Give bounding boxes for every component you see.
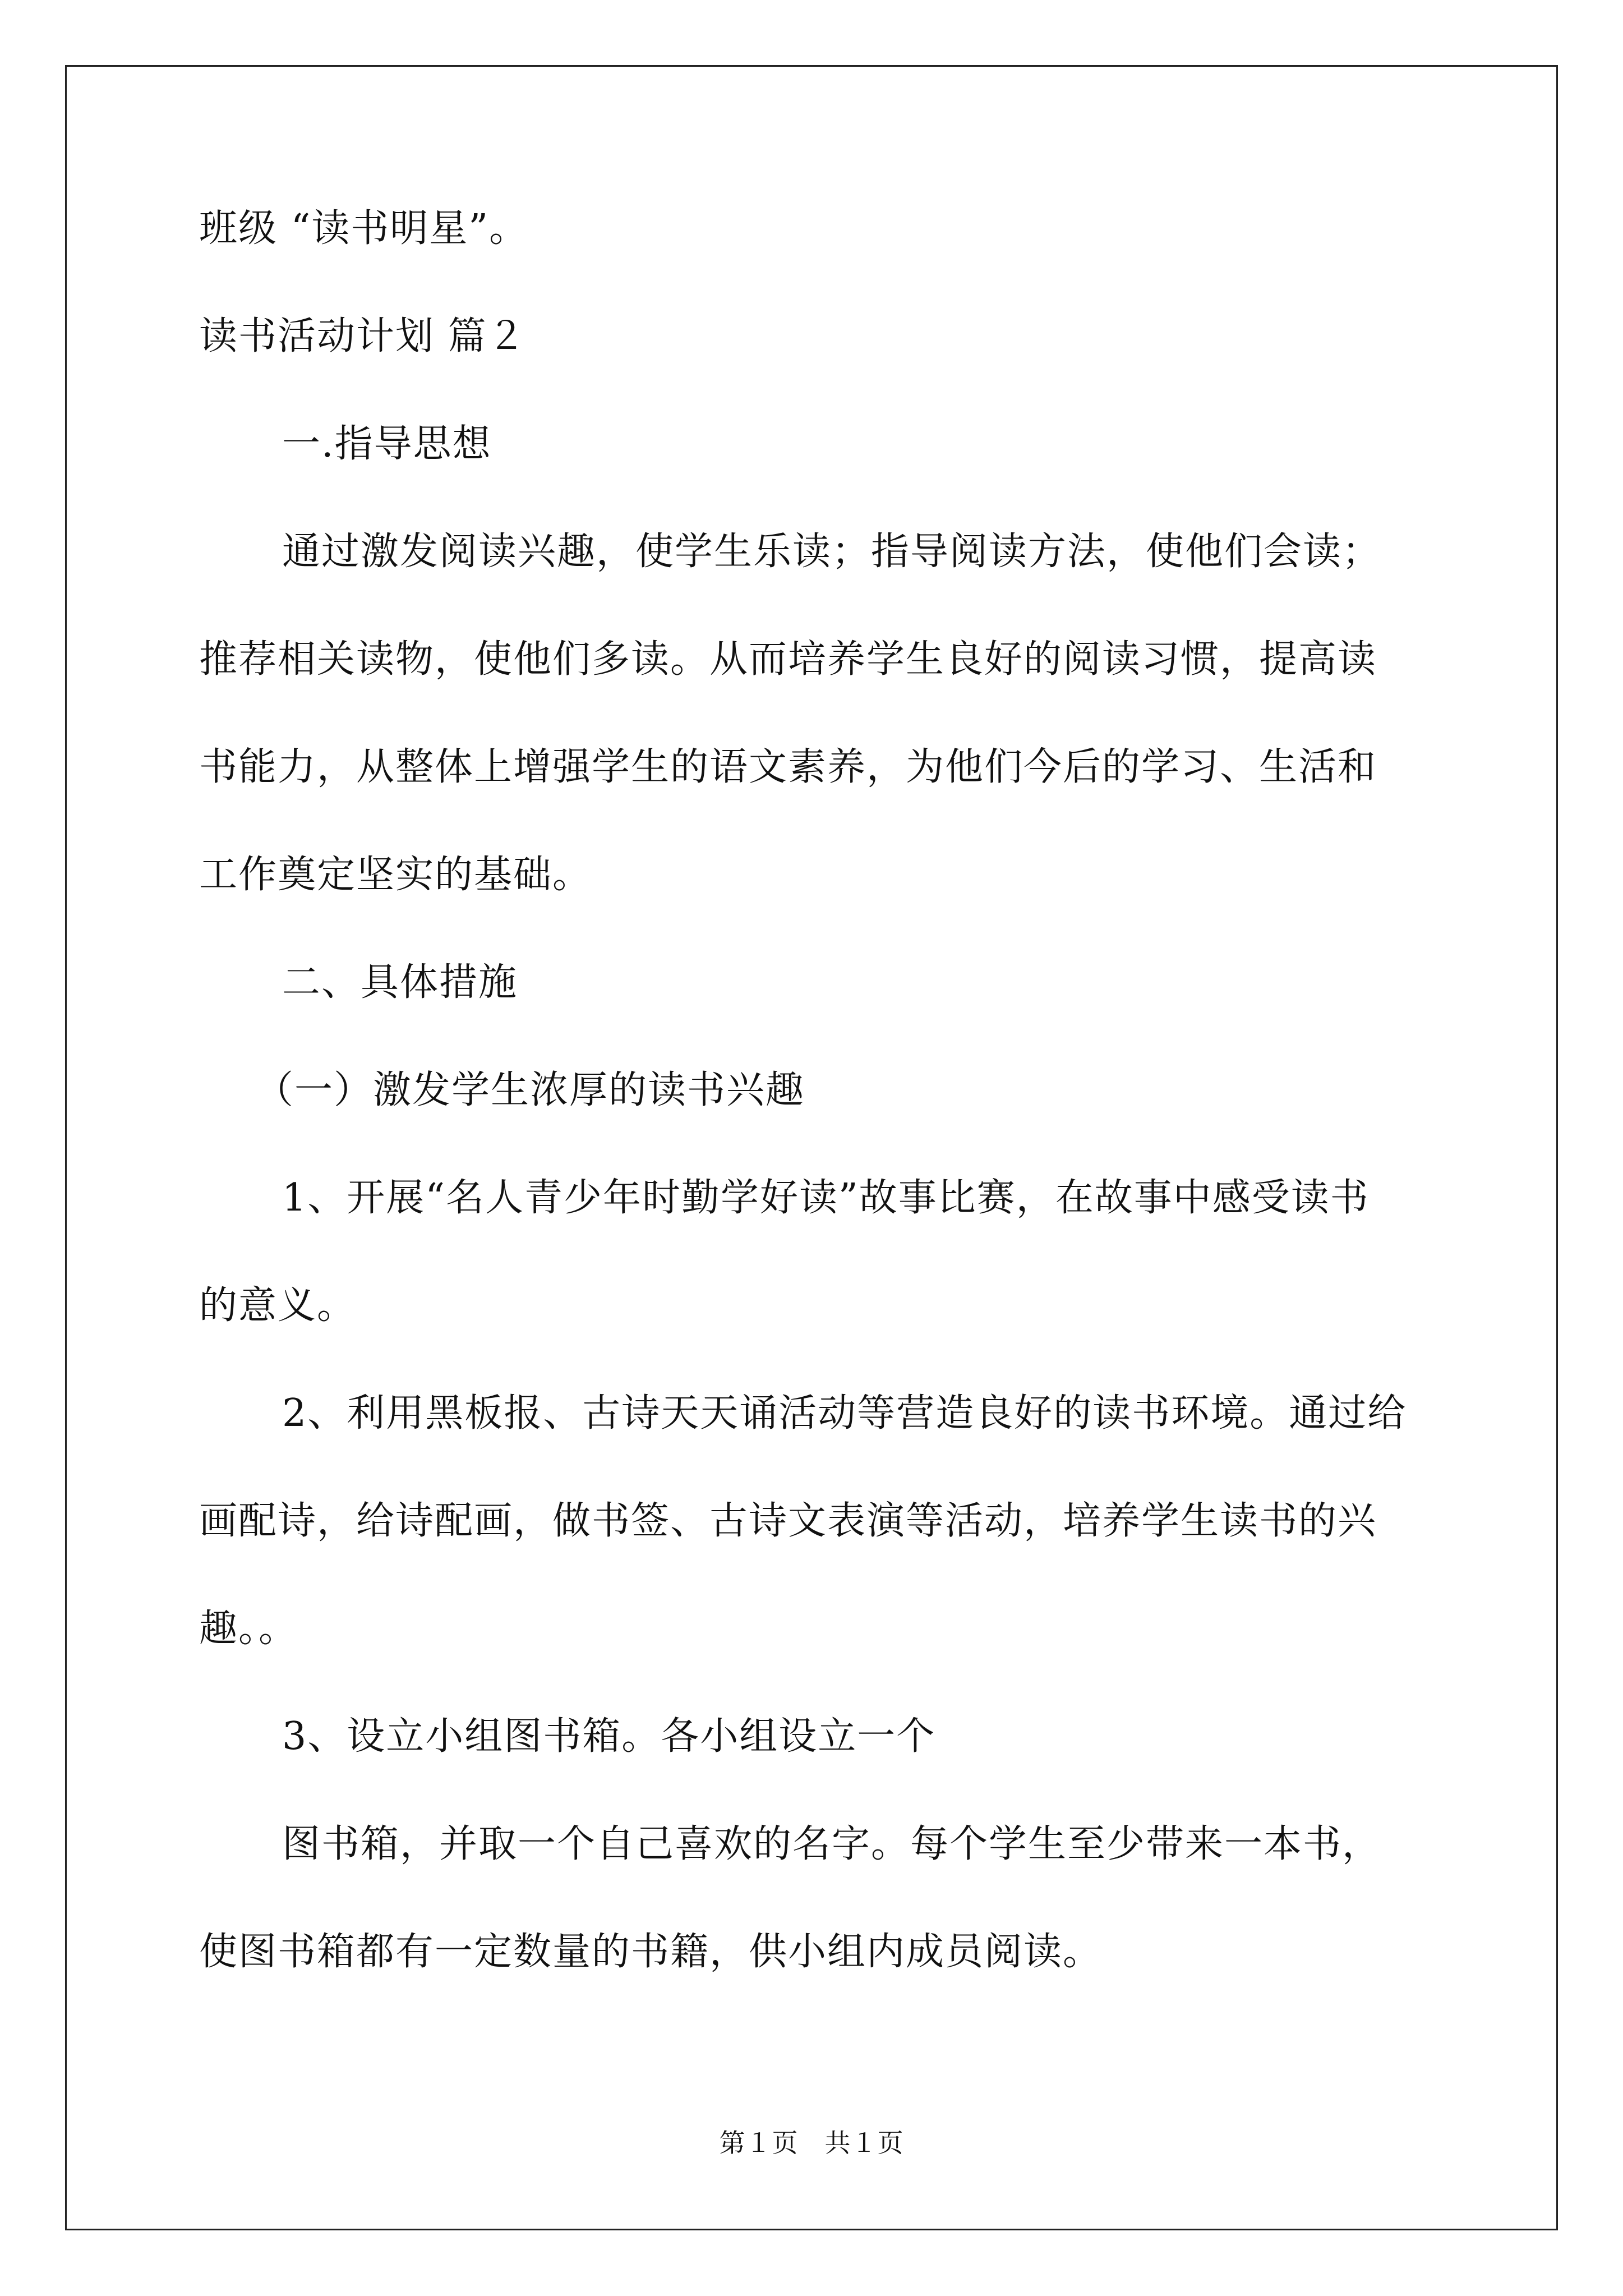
list-item-2-line: 画配诗，给诗配画，做书签、古诗文表演等活动，培养学生读书的兴 bbox=[199, 1499, 1377, 1543]
paragraph-line: 通过激发阅读兴趣，使学生乐读；指导阅读方法，使他们会读； bbox=[282, 530, 1382, 574]
heading-specific-measures: 二、具体措施 bbox=[282, 960, 518, 1005]
list-item-2-line: 2、利用黑板报、古诗天天诵活动等营造良好的读书环境。通过给 bbox=[282, 1391, 1407, 1435]
page-footer: 第１页 共１页 bbox=[719, 2128, 904, 2158]
list-item-3-line: 3、设立小组图书箱。各小组设立一个 bbox=[282, 1714, 936, 1759]
document-body bbox=[199, 202, 1433, 2033]
paragraph-line: 书能力，从整体上增强学生的语文素养，为他们今后的学习、生活和 bbox=[199, 745, 1377, 789]
paragraph-line: 图书箱，并取一个自己喜欢的名字。每个学生至少带来一本书， bbox=[282, 1822, 1382, 1866]
paragraph-line: 工作奠定坚实的基础。 bbox=[199, 853, 592, 897]
list-item-2-line: 趣。。 bbox=[199, 1607, 298, 1651]
list-item-1-line: 1、开展“名人青少年时勤学好读”故事比赛，在故事中感受读书 bbox=[282, 1176, 1370, 1220]
subheading-interest: （一）激发学生浓厚的读书兴趣 bbox=[255, 1068, 805, 1112]
section-title: 读书活动计划 篇２ bbox=[199, 314, 527, 358]
list-item-1-line: 的意义。 bbox=[199, 1283, 357, 1328]
paragraph-line: 推荐相关读物，使他们多读。从而培养学生良好的阅读习惯，提高读 bbox=[199, 637, 1377, 682]
heading-guiding-ideology: 一.指导思想 bbox=[282, 422, 492, 466]
body-line-1: 班级 “读书明星”。 bbox=[199, 206, 529, 251]
paragraph-line: 使图书箱都有一定数量的书籍，供小组内成员阅读。 bbox=[199, 1930, 1103, 1974]
